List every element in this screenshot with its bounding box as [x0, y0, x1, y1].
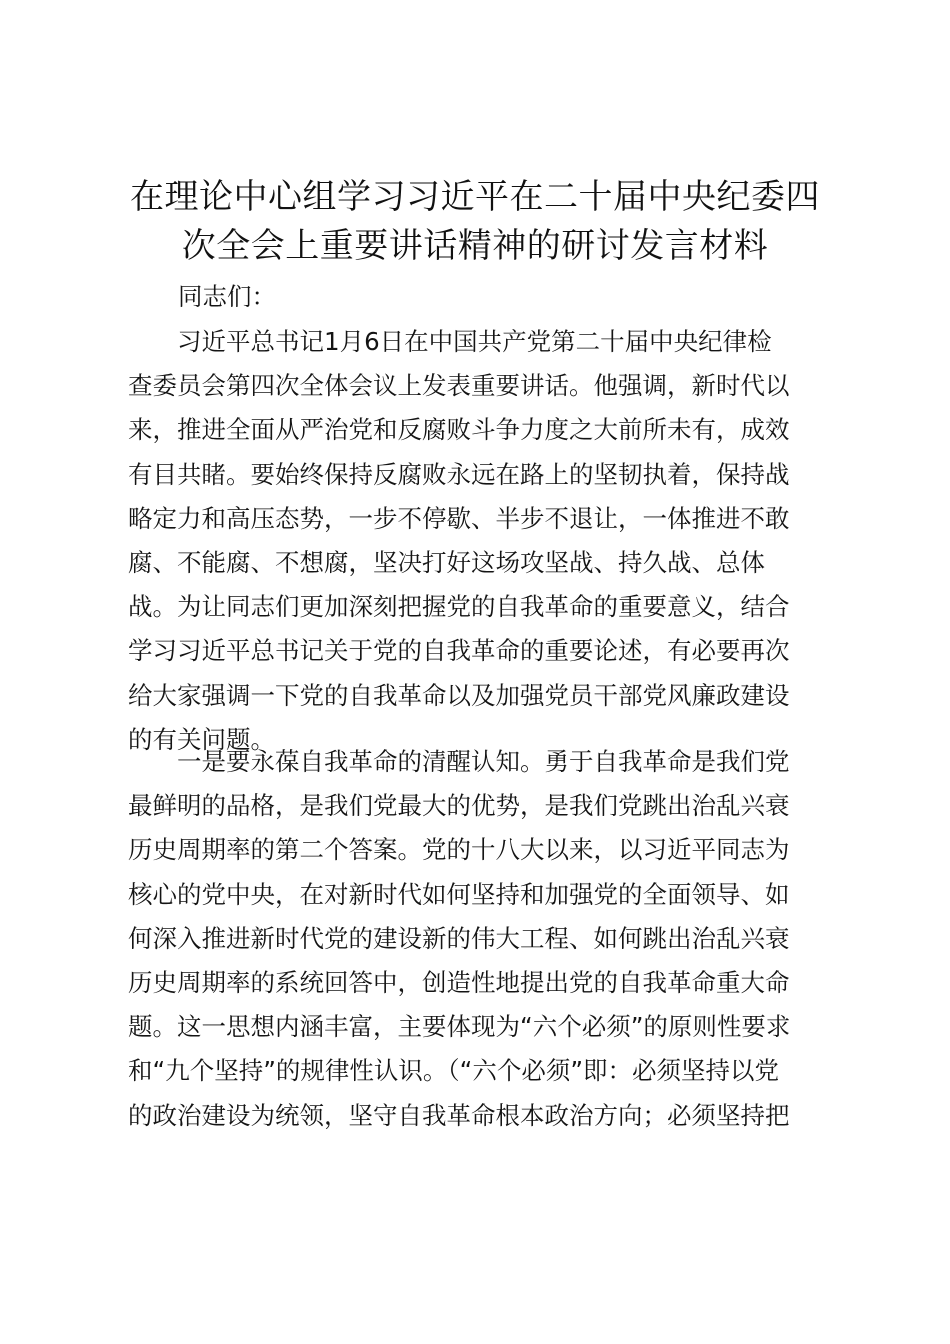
paragraph-line: 战。为让同志们更加深刻把握党的自我革命的重要意义，结合 — [128, 592, 790, 622]
document-title-line-1: 在理论中心组学习习近平在二十届中央纪委四 — [130, 177, 820, 217]
paragraph-line: 给大家强调一下党的自我革命以及加强党员干部党风廉政建设 — [128, 680, 790, 710]
document-title-line-2: 次全会上重要讲话精神的研讨发言材料 — [181, 226, 769, 266]
paragraph-line: 历史周期率的第二个答案。党的十八大以来，以习近平同志为 — [128, 835, 790, 865]
paragraph-line: 和“九个坚持”的规律性认识。（“六个必须”即：必须坚持以党 — [128, 1056, 780, 1086]
paragraph-line: 一是要永葆自我革命的清醒认知。勇于自我革命是我们党 — [128, 747, 790, 776]
paragraph-2 — [128, 740, 828, 1138]
paragraph-line: 习近平总书记1月6日在中国共产党第二十届中央纪律检 — [128, 327, 772, 356]
paragraph-1 — [128, 320, 828, 762]
paragraph-line: 历史周期率的系统回答中，创造性地提出党的自我革命重大命 — [128, 967, 790, 997]
paragraph-line: 题。这一思想内涵丰富，主要体现为“六个必须”的原则性要求 — [128, 1012, 791, 1042]
paragraph-line: 腐、不能腐、不想腐，坚决打好这场攻坚战、持久战、总体 — [128, 547, 765, 577]
paragraph-line: 核心的党中央，在对新时代如何坚持和加强党的全面领导、如 — [128, 879, 790, 909]
paragraph-line: 的政治建设为统领，坚守自我革命根本政治方向；必须坚持把 — [128, 1100, 790, 1130]
paragraph-line: 有目共睹。要始终保持反腐败永远在路上的坚韧执着，保持战 — [128, 459, 790, 489]
paragraph-line: 的有关问题。 — [128, 724, 275, 754]
paragraph-line: 略定力和高压态势，一步不停歇、半步不退让，一体推进不敢 — [128, 503, 790, 533]
paragraph-line: 查委员会第四次全体会议上发表重要讲话。他强调，新时代以 — [128, 371, 790, 401]
salutation: 同志们： — [178, 282, 276, 311]
paragraph-line: 何深入推进新时代党的建设新的伟大工程、如何跳出治乱兴衰 — [128, 923, 790, 953]
paragraph-line: 最鲜明的品格，是我们党最大的优势，是我们党跳出治乱兴衰 — [128, 791, 790, 821]
paragraph-line: 来，推进全面从严治党和反腐败斗争力度之大前所未有，成效 — [128, 415, 790, 445]
paragraph-line: 学习习近平总书记关于党的自我革命的重要论述，有必要再次 — [128, 636, 790, 666]
